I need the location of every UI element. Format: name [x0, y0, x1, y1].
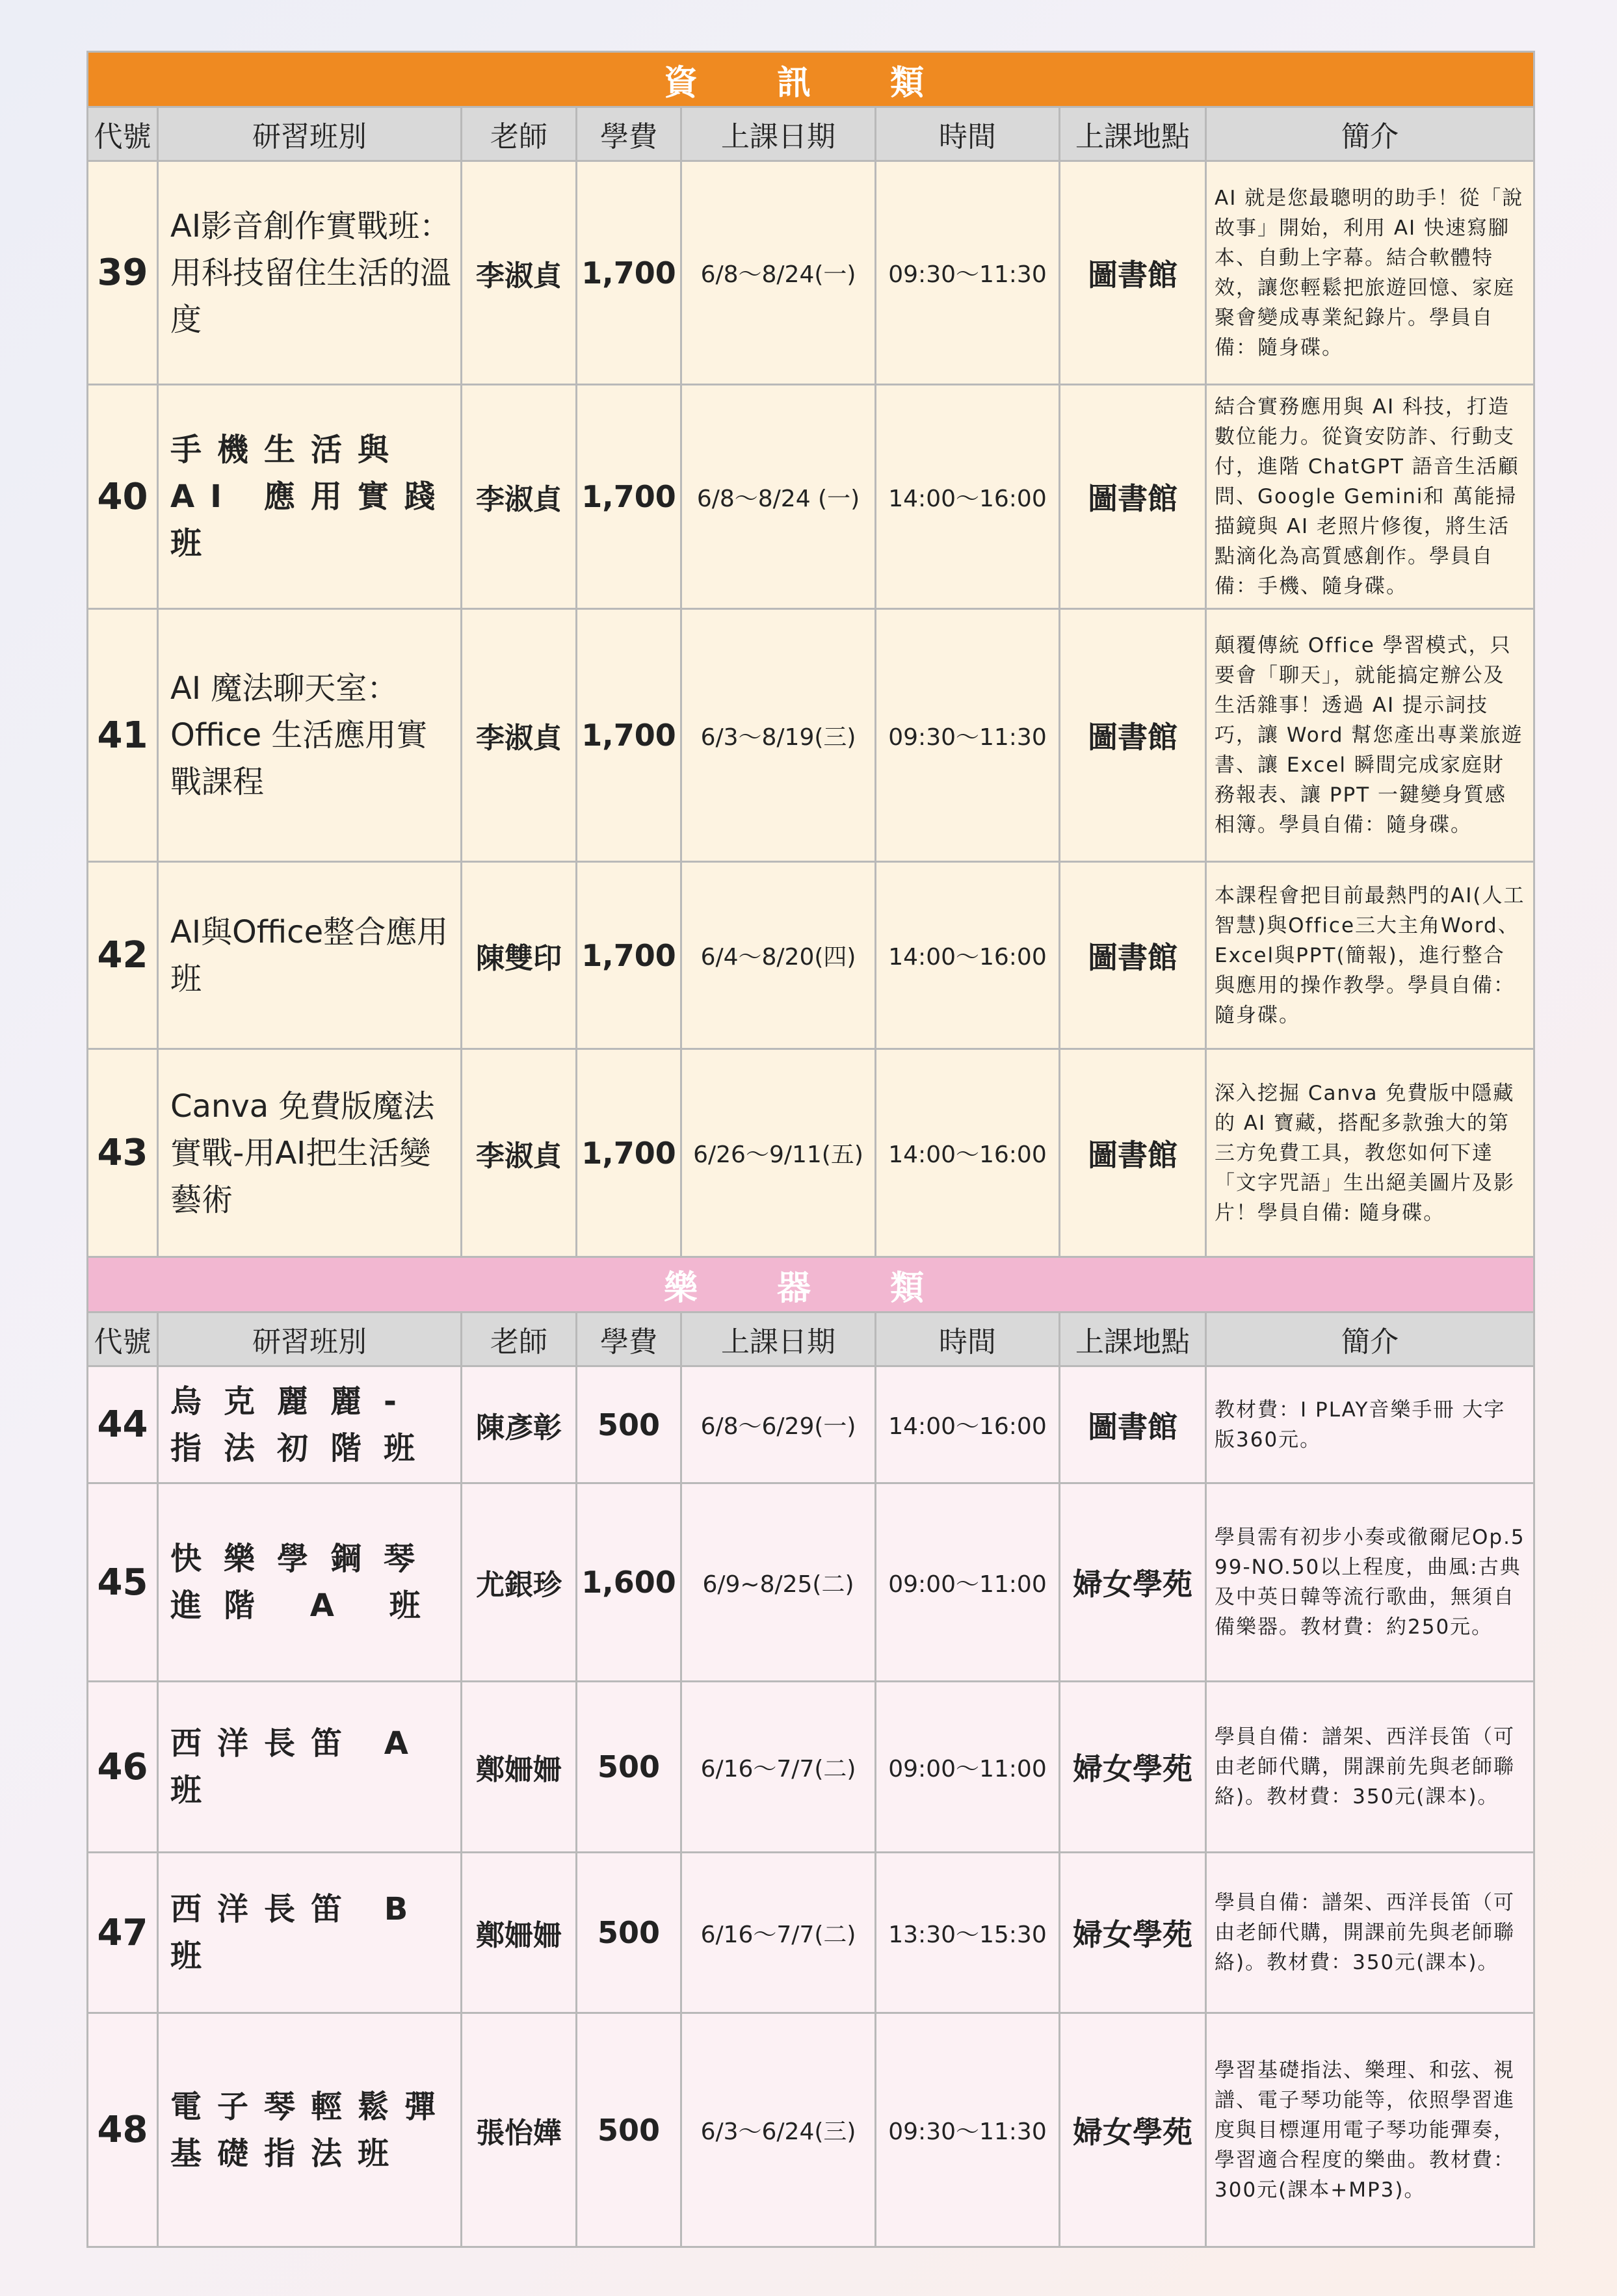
- course-name: AI 魔法聊天室：Office 生活應用實戰課程: [158, 609, 462, 862]
- header-code: 代號: [88, 107, 158, 161]
- course-teacher: 鄭姍姍: [462, 1682, 577, 1853]
- header-row: [88, 107, 1534, 161]
- course-sheet: [86, 51, 1533, 2248]
- course-code: 47: [88, 1853, 158, 2013]
- course-time: 13:30～15:30: [876, 1853, 1060, 2013]
- course-name: 烏克麗麗-指法初階班: [158, 1366, 462, 1483]
- table-row: [88, 1682, 1534, 1853]
- section-title: 資 訊 類: [88, 52, 1534, 107]
- header-fee: 學費: [577, 1312, 681, 1366]
- course-name: 快樂學鋼琴進階 A 班: [158, 1483, 462, 1682]
- course-time: 14:00～16:00: [876, 1049, 1060, 1257]
- course-name: Canva 免費版魔法實戰-用AI把生活變藝術: [158, 1049, 462, 1257]
- table-row: [88, 862, 1534, 1049]
- course-place: 婦女學苑: [1060, 1853, 1206, 2013]
- course-fee: 1,700: [577, 862, 681, 1049]
- course-code: 41: [88, 609, 158, 862]
- course-teacher: 鄭姍姍: [462, 1853, 577, 2013]
- course-date: 6/3～6/24(三): [681, 2013, 876, 2247]
- course-fee: 500: [577, 1366, 681, 1483]
- course-desc: 本課程會把目前最熱門的AI(人工智慧)與Office三大主角Word、Excel與PPT(簡報)，進行整合與應用的操作教學。學員自備：隨身碟。: [1206, 862, 1534, 1049]
- course-desc: 學習基礎指法、樂理、和弦、視譜、電子琴功能等，依照學習進度與目標運用電子琴功能彈奏，學習適合程度的樂曲。教材費：300元(課本+MP3)。: [1206, 2013, 1534, 2247]
- course-desc: 學員需有初步小奏或徹爾尼Op.599-NO.50以上程度，曲風:古典及中英日韓等流行歌曲，無須自備樂器。教材費：約250元。: [1206, 1483, 1534, 1682]
- course-name: 電子琴輕鬆彈基礎指法班: [158, 2013, 462, 2247]
- course-time: 09:00～11:00: [876, 1483, 1060, 1682]
- course-place: 圖書館: [1060, 862, 1206, 1049]
- course-date: 6/9~8/25(二): [681, 1483, 876, 1682]
- course-place: 圖書館: [1060, 609, 1206, 862]
- course-fee: 500: [577, 1682, 681, 1853]
- course-code: 46: [88, 1682, 158, 1853]
- header-date: 上課日期: [681, 1312, 876, 1366]
- course-date: 6/8～8/24 (一): [681, 385, 876, 609]
- course-desc: AI 就是您最聰明的助手！從「說故事」開始，利用 AI 快速寫腳本、自動上字幕。結合軟體特效，讓您輕鬆把旅遊回憶、家庭聚會變成專業紀錄片。學員自備：隨身碟。: [1206, 161, 1534, 385]
- table-row: [88, 1483, 1534, 1682]
- course-place: 婦女學苑: [1060, 1483, 1206, 1682]
- course-place: 圖書館: [1060, 161, 1206, 385]
- header-place: 上課地點: [1060, 1312, 1206, 1366]
- header-desc: 簡介: [1206, 1312, 1534, 1366]
- course-date: 6/16～7/7(二): [681, 1682, 876, 1853]
- course-time: 14:00～16:00: [876, 1366, 1060, 1483]
- course-date: 6/26～9/11(五): [681, 1049, 876, 1257]
- course-name: 西洋長笛 A 班: [158, 1682, 462, 1853]
- course-table: [86, 51, 1535, 2248]
- section-title: 樂 器 類: [88, 1257, 1534, 1312]
- table-row: [88, 1853, 1534, 2013]
- course-fee: 500: [577, 2013, 681, 2247]
- header-teacher: 老師: [462, 107, 577, 161]
- course-time: 09:30～11:30: [876, 609, 1060, 862]
- header-desc: 簡介: [1206, 107, 1534, 161]
- course-fee: 1,700: [577, 385, 681, 609]
- header-row: [88, 1312, 1534, 1366]
- course-fee: 1,700: [577, 161, 681, 385]
- course-teacher: 李淑貞: [462, 609, 577, 862]
- course-date: 6/4～8/20(四): [681, 862, 876, 1049]
- section-banner-music: [88, 1257, 1534, 1312]
- course-teacher: 李淑貞: [462, 385, 577, 609]
- course-code: 39: [88, 161, 158, 385]
- course-name: 西洋長笛 B 班: [158, 1853, 462, 2013]
- header-name: 研習班別: [158, 1312, 462, 1366]
- course-teacher: 陳彥彰: [462, 1366, 577, 1483]
- table-row: [88, 1049, 1534, 1257]
- course-fee: 1,700: [577, 609, 681, 862]
- course-time: 09:00～11:00: [876, 1682, 1060, 1853]
- course-desc: 深入挖掘 Canva 免費版中隱藏的 AI 寶藏，搭配多款強大的第三方免費工具，教您如何下達「文字咒語」生出絕美圖片及影片！學員自備: 隨身碟。: [1206, 1049, 1534, 1257]
- course-teacher: 陳雙印: [462, 862, 577, 1049]
- course-name: 手機生活與 AI 應用實踐班: [158, 385, 462, 609]
- course-name: AI影音創作實戰班：用科技留住生活的溫度: [158, 161, 462, 385]
- header-code: 代號: [88, 1312, 158, 1366]
- course-date: 6/3～8/19(三): [681, 609, 876, 862]
- course-time: 14:00～16:00: [876, 862, 1060, 1049]
- course-time: 14:00～16:00: [876, 385, 1060, 609]
- header-teacher: 老師: [462, 1312, 577, 1366]
- course-place: 婦女學苑: [1060, 2013, 1206, 2247]
- course-teacher: 尤銀珍: [462, 1483, 577, 1682]
- course-desc: 學員自備：譜架、西洋長笛（可由老師代購，開課前先與老師聯絡)。教材費：350元(課本)。: [1206, 1853, 1534, 2013]
- course-desc: 學員自備：譜架、西洋長笛（可由老師代購，開課前先與老師聯絡)。教材費：350元(課本)。: [1206, 1682, 1534, 1853]
- course-date: 6/16～7/7(二): [681, 1853, 876, 2013]
- course-fee: 500: [577, 1853, 681, 2013]
- table-row: [88, 385, 1534, 609]
- header-time: 時間: [876, 107, 1060, 161]
- table-row: [88, 1366, 1534, 1483]
- course-fee: 1,700: [577, 1049, 681, 1257]
- table-row: [88, 2013, 1534, 2247]
- table-row: [88, 609, 1534, 862]
- table-row: [88, 161, 1534, 385]
- course-time: 09:30～11:30: [876, 161, 1060, 385]
- course-name: AI與Office整合應用班: [158, 862, 462, 1049]
- course-desc: 教材費：I PLAY音樂手冊 大字版360元。: [1206, 1366, 1534, 1483]
- course-code: 45: [88, 1483, 158, 1682]
- course-fee: 1,600: [577, 1483, 681, 1682]
- course-place: 圖書館: [1060, 1366, 1206, 1483]
- course-place: 婦女學苑: [1060, 1682, 1206, 1853]
- header-time: 時間: [876, 1312, 1060, 1366]
- course-teacher: 李淑貞: [462, 1049, 577, 1257]
- course-desc: 顛覆傳統 Office 學習模式，只要會「聊天」，就能搞定辦公及生活雜事！透過 AI 提示詞技巧，讓 Word 幫您產出專業旅遊書、讓 Excel 瞬間完成家庭財務報表、讓 PPT 一鍵變身質感相簿。學員自備：隨身碟。: [1206, 609, 1534, 862]
- course-code: 43: [88, 1049, 158, 1257]
- course-teacher: 李淑貞: [462, 161, 577, 385]
- header-fee: 學費: [577, 107, 681, 161]
- header-name: 研習班別: [158, 107, 462, 161]
- header-date: 上課日期: [681, 107, 876, 161]
- course-place: 圖書館: [1060, 1049, 1206, 1257]
- course-place: 圖書館: [1060, 385, 1206, 609]
- course-teacher: 張怡嬅: [462, 2013, 577, 2247]
- course-code: 42: [88, 862, 158, 1049]
- course-date: 6/8～6/29(一): [681, 1366, 876, 1483]
- course-code: 44: [88, 1366, 158, 1483]
- course-date: 6/8～8/24(一): [681, 161, 876, 385]
- course-desc: 結合實務應用與 AI 科技，打造數位能力。從資安防詐、行動支付，進階 ChatGPT 語音生活顧問、Google Gemini和 萬能掃描鏡與 AI 老照片修復，將生活點滴化為高質感創作。學員自備：手機、隨身碟。: [1206, 385, 1534, 609]
- course-code: 48: [88, 2013, 158, 2247]
- course-time: 09:30～11:30: [876, 2013, 1060, 2247]
- section-banner-info: [88, 52, 1534, 107]
- course-code: 40: [88, 385, 158, 609]
- header-place: 上課地點: [1060, 107, 1206, 161]
